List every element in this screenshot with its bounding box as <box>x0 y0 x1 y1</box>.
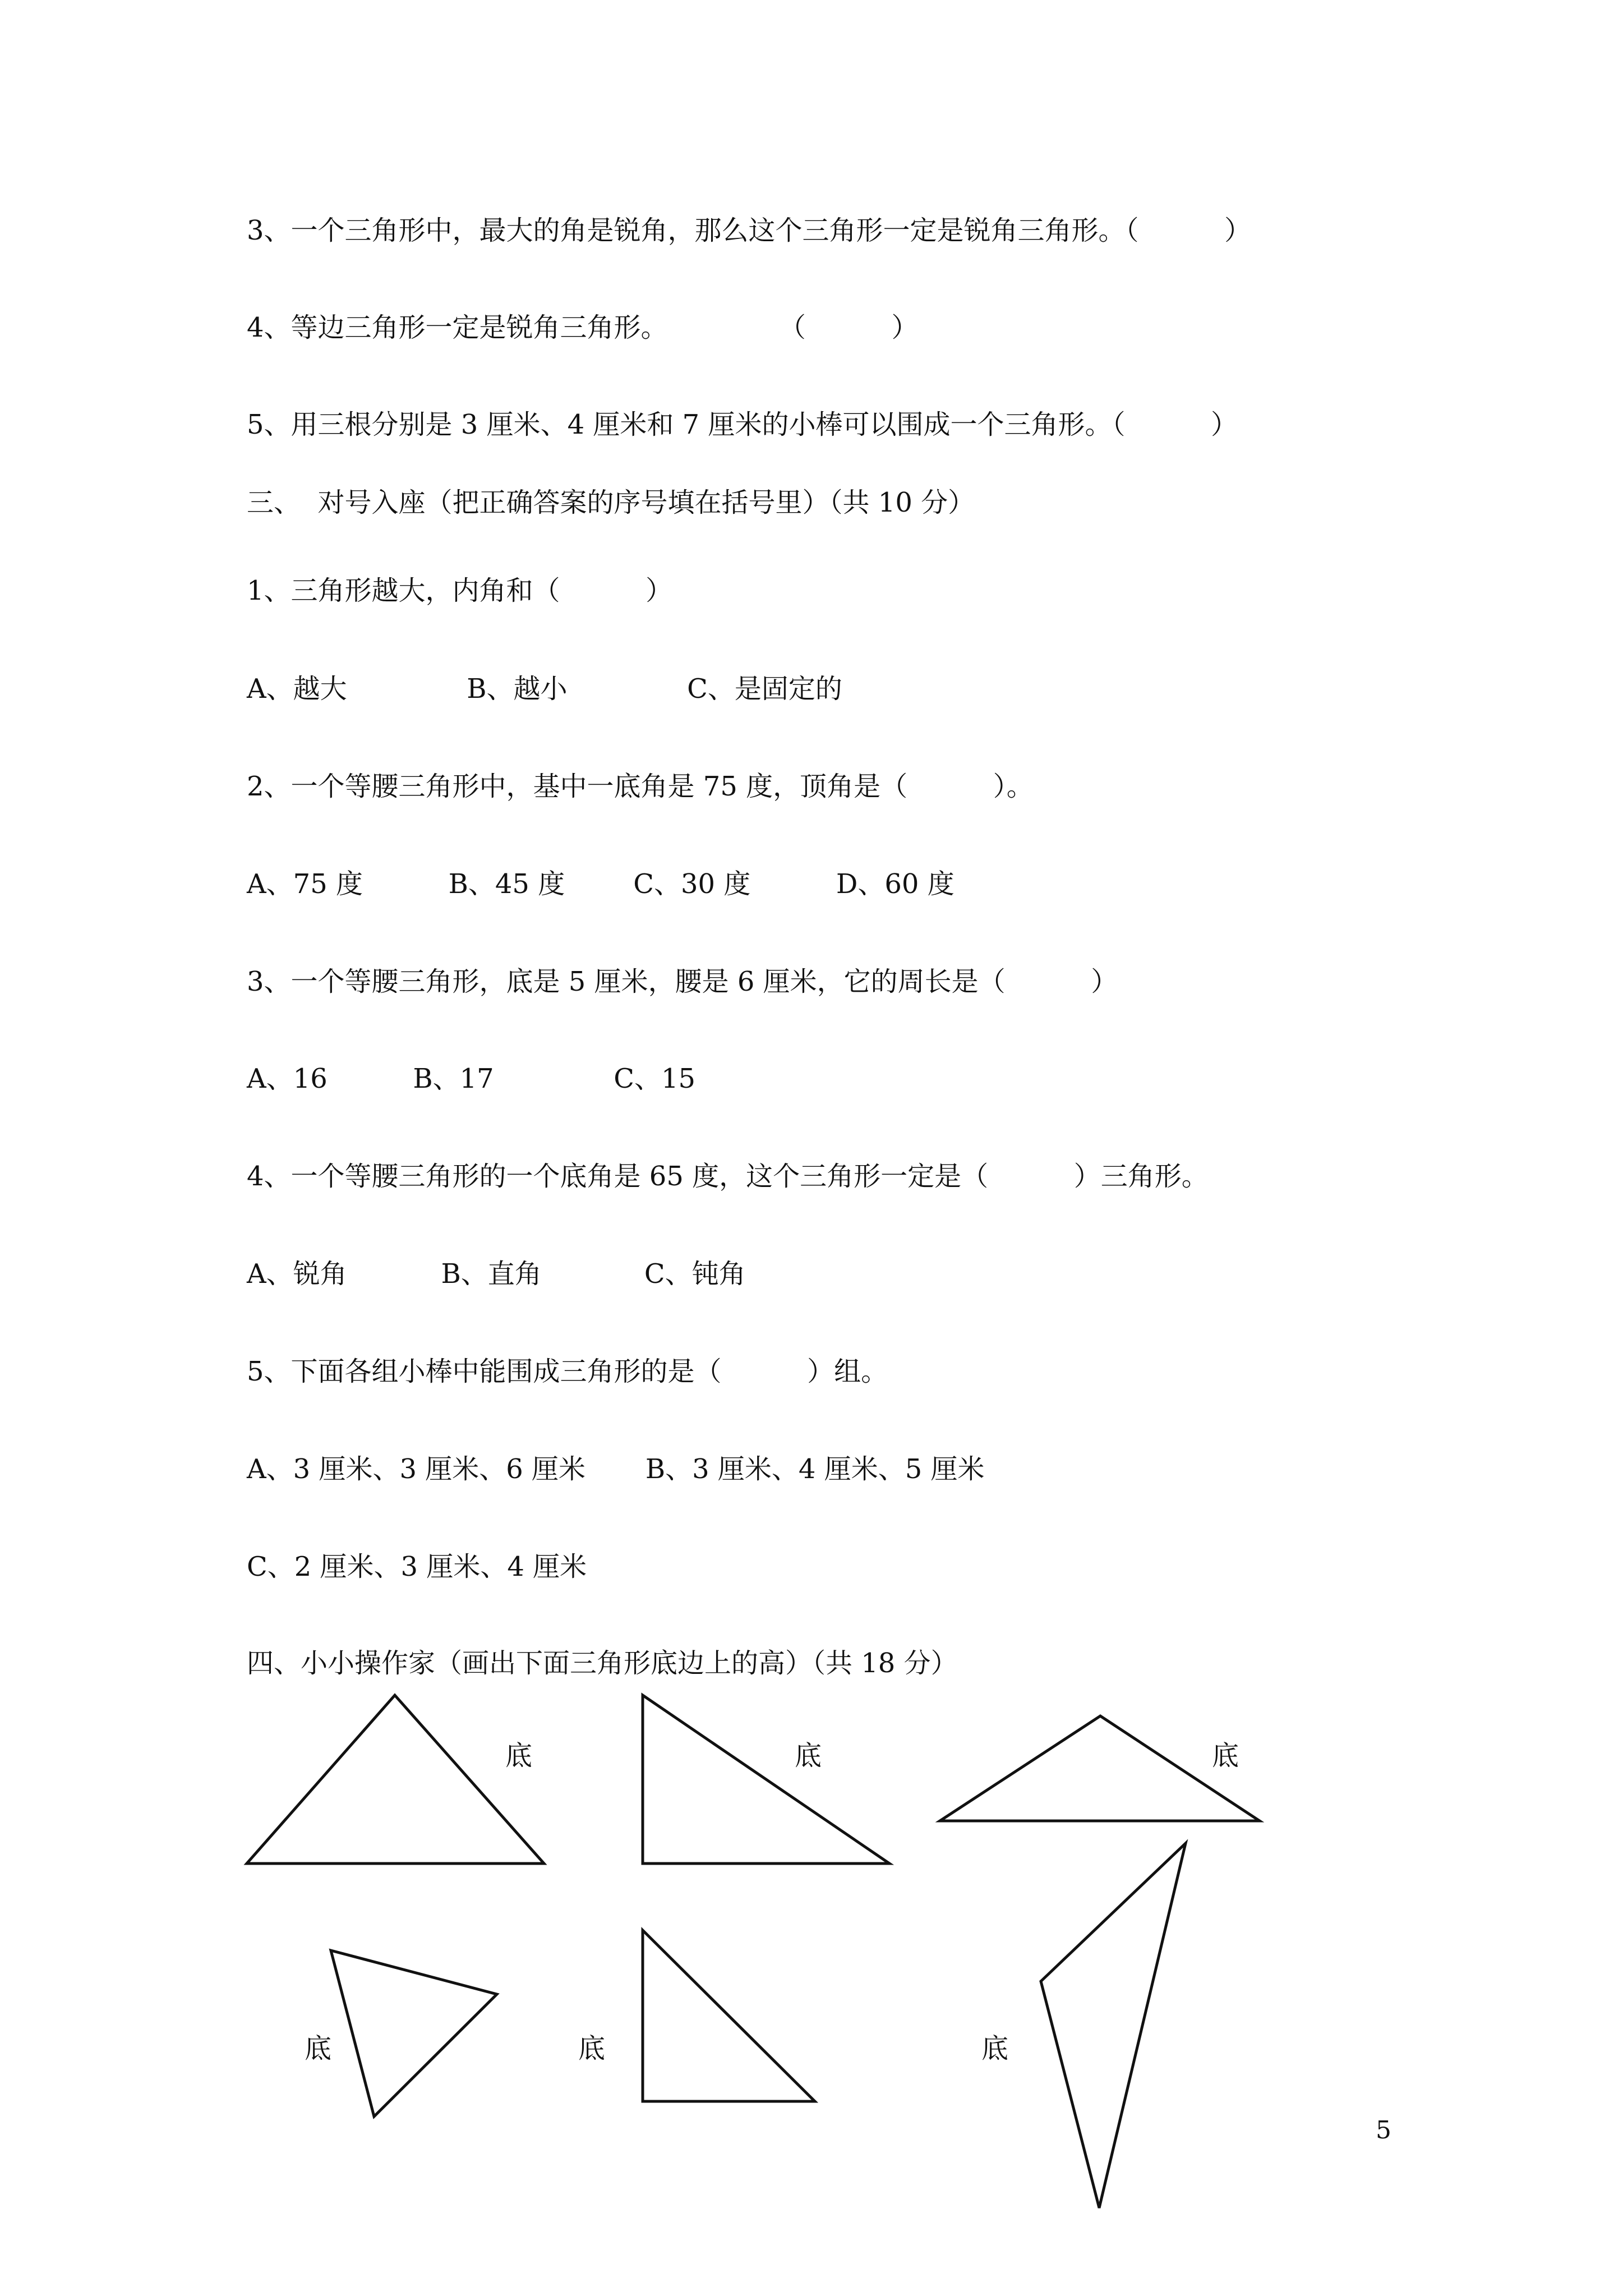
triangle-5 <box>643 1930 815 2101</box>
choice-question-1-options: A、越大 B、越小 C、是固定的 <box>247 673 842 705</box>
choice-question-5: 5、下面各组小棒中能围成三角形的是（ ）组。 <box>247 1356 888 1387</box>
base-label-2: 底 <box>795 1740 822 1772</box>
base-label-1: 底 <box>505 1740 533 1772</box>
choice-question-4-options: A、锐角 B、直角 C、钝角 <box>247 1258 746 1290</box>
choice-question-3: 3、一个等腰三角形，底是 5 厘米，腰是 6 厘米，它的周长是（ ） <box>247 966 1118 997</box>
choice-question-4: 4、一个等腰三角形的一个底角是 65 度，这个三角形一定是（ ）三角形。 <box>247 1161 1209 1192</box>
base-label-6: 底 <box>981 2033 1009 2064</box>
triangle-4 <box>331 1950 497 2116</box>
choice-question-3-options: A、16 B、17 C、15 <box>247 1063 696 1094</box>
choice-question-2: 2、一个等腰三角形中，基中一底角是 75 度，顶角是（ ）。 <box>247 771 1034 802</box>
triangle-6 <box>1041 1843 1186 2208</box>
section-3-heading: 三、 对号入座（把正确答案的序号填在括号里）（共 10 分） <box>247 487 975 518</box>
section-4-heading: 四、小小操作家（画出下面三角形底边上的高）（共 18 分） <box>247 1648 958 1679</box>
choice-question-5-option-c: C、2 厘米、3 厘米、4 厘米 <box>247 1551 587 1582</box>
triangle-2 <box>643 1695 889 1864</box>
judge-item-3: 3、一个三角形中，最大的角是锐角，那么这个三角形一定是锐角三角形。（ ） <box>247 215 1252 246</box>
base-label-3: 底 <box>1212 1740 1239 1772</box>
page-number: 5 <box>1376 2116 1391 2145</box>
choice-question-1: 1、三角形越大，内角和（ ） <box>247 575 673 606</box>
base-label-4: 底 <box>305 2033 332 2064</box>
judge-item-4: 4、等边三角形一定是锐角三角形。 （ ） <box>247 312 919 343</box>
choice-question-5-options-ab: A、3 厘米、3 厘米、6 厘米 B、3 厘米、4 厘米、5 厘米 <box>247 1453 985 1485</box>
triangle-1 <box>247 1695 544 1864</box>
choice-question-2-options: A、75 度 B、45 度 C、30 度 D、60 度 <box>247 868 955 900</box>
base-label-5: 底 <box>578 2033 606 2064</box>
judge-item-5: 5、用三根分别是 3 厘米、4 厘米和 7 厘米的小棒可以围成一个三角形。（ ） <box>247 409 1238 440</box>
